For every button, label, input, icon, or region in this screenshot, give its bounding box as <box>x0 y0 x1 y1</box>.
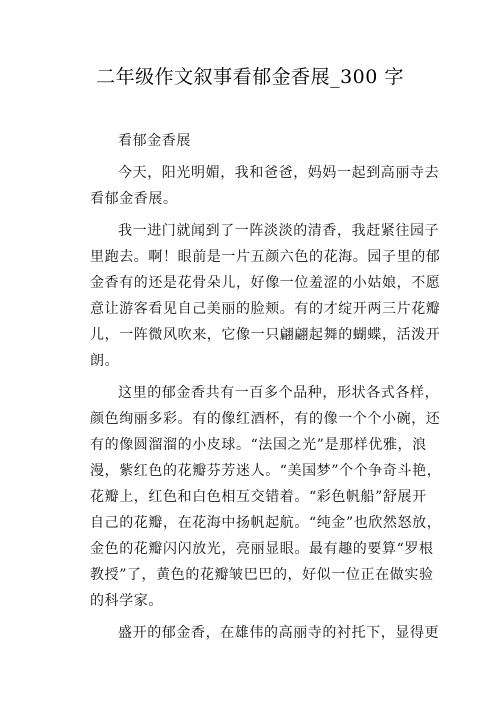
text-line: 意让游客看见自己美丽的脸颊。有的才绽开两三片花瓣 <box>90 301 441 317</box>
text-line: 花瓣上，红色和白色相互交错着。“彩色帆船”舒展开 <box>90 489 427 505</box>
text-line: 的科学家。 <box>90 593 163 609</box>
text-line: 今天，阳光明媚，我和爸爸，妈妈一起到高丽寺去 <box>118 165 440 181</box>
text-line: 有的像圆溜溜的小皮球。“法国之光”是那样优雅，浪 <box>90 437 427 453</box>
text-line: 漫，紫红色的花瓣芬芳迷人。“美国梦”个个争奇斗艳， <box>90 463 442 479</box>
text-line: 儿，一阵微风吹来，它像一只翩翩起舞的蝴蝶，活泼开 <box>90 327 441 343</box>
document-body <box>90 128 442 646</box>
text-line: 金色的花瓣闪闪放光，亮丽显眼。最有趣的要算“罗根 <box>90 541 434 557</box>
text-line: 自己的花瓣，在花海中扬帆起航。“纯金”也欣然怒放， <box>90 515 442 531</box>
text-line: 这里的郁金香共有一百多个品种，形状各式各样， <box>118 385 440 401</box>
text-line: 朗。 <box>90 353 120 369</box>
essay-heading: 看郁金香展 <box>118 133 191 149</box>
text-line: 颜色绚丽多彩。有的像红酒杯，有的像一个个小碗，还 <box>90 411 441 427</box>
text-line: 里跑去。啊！眼前是一片五颜六色的花海。园子里的郁 <box>90 249 441 265</box>
document-title: 二年级作文叙事看郁金香展_300 字 <box>96 66 404 88</box>
text-line: 我一进门就闻到了一阵淡淡的清香，我赶紧往园子 <box>118 223 440 239</box>
text-line: 金香有的还是花骨朵儿，好像一位羞涩的小姑娘，不愿 <box>90 275 441 291</box>
text-line: 看郁金香展。 <box>90 191 178 207</box>
text-line: 教授”了，黄色的花瓣皱巴巴的，好似一位正在做实验 <box>90 567 434 583</box>
text-line: 盛开的郁金香，在雄伟的高丽寺的衬托下，显得更 <box>118 625 440 641</box>
